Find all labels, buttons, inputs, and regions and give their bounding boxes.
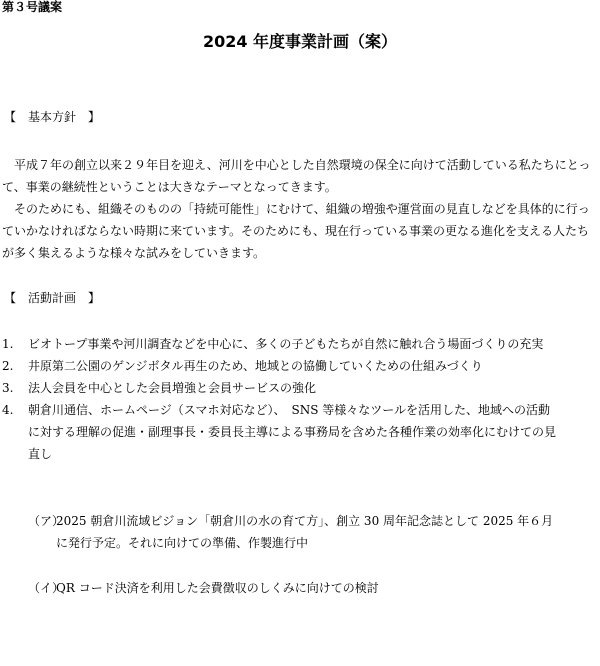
- list-item-text: 法人会員を中心とした会員増強と会員サービスの強化: [28, 381, 317, 395]
- list-item: [0, 355, 560, 377]
- list-item-number: 2.: [2, 359, 14, 373]
- sub-item-marker: （ア）: [28, 514, 65, 528]
- list-item-number: 4.: [2, 403, 14, 417]
- list-item-number: 1.: [2, 337, 14, 351]
- agenda-number: 第３号議案: [2, 0, 63, 14]
- list-item-text: 朝倉川通信、ホームページ（スマホ対応など）、 SNS 等様々なツールを活用した、地域への活動に対する理解の促進・副理事長・委員長主導による事務局を含めた各種作業の効率化にむけての見直し: [28, 403, 557, 461]
- list-item-number: 3.: [2, 381, 14, 395]
- sub-item-text: 2025 朝倉川流域ビジョン「朝倉川の水の育て方」、創立 30 周年記念誌として 2025 年６月に発行予定。それに向けての準備、作製進行中: [56, 514, 554, 550]
- sub-item-marker: （イ）: [28, 581, 65, 595]
- list-item-text: ビオトープ事業や河川調査などを中心に、多くの子どもたちが自然に触れ合う場面づくりの充実: [28, 337, 544, 351]
- list-item: [0, 399, 560, 465]
- policy-paragraph: そのためにも、組織そのものの「持続可能性」にむけて、組織の増強や運営面の見直しなどを具体的に行っていかなければならない時期に来ています。そのためにも、現在行っている事業の更なる進化を支える人たちが多く集えるような様々な試みをしていきます。: [2, 202, 590, 260]
- list-item: [0, 377, 560, 399]
- basic-policy-heading: 【 基本方針 】: [4, 110, 101, 124]
- list-item: [0, 333, 560, 355]
- policy-paragraph: 平成７年の創立以来２９年目を迎え、河川を中心とした自然環境の保全に向けて活動している私たちにとって、事業の継続性ということは大きなテーマとなってきます。: [2, 158, 591, 194]
- basic-policy-body: [2, 154, 594, 264]
- sub-item-text: QR コード決済を利用した会費徴収のしくみに向けての検討: [56, 581, 379, 595]
- activity-plan-heading: 【 活動計画 】: [4, 291, 101, 305]
- list-item-text: 井原第二公園のゲンジボタル再生のため、地域との協働していくための仕組みづくり: [28, 359, 483, 373]
- sub-item-i: [28, 577, 558, 599]
- activity-plan-list: [0, 333, 560, 465]
- document-title: 2024 年度事業計画（案）: [202, 32, 398, 51]
- sub-item-a: [28, 510, 558, 554]
